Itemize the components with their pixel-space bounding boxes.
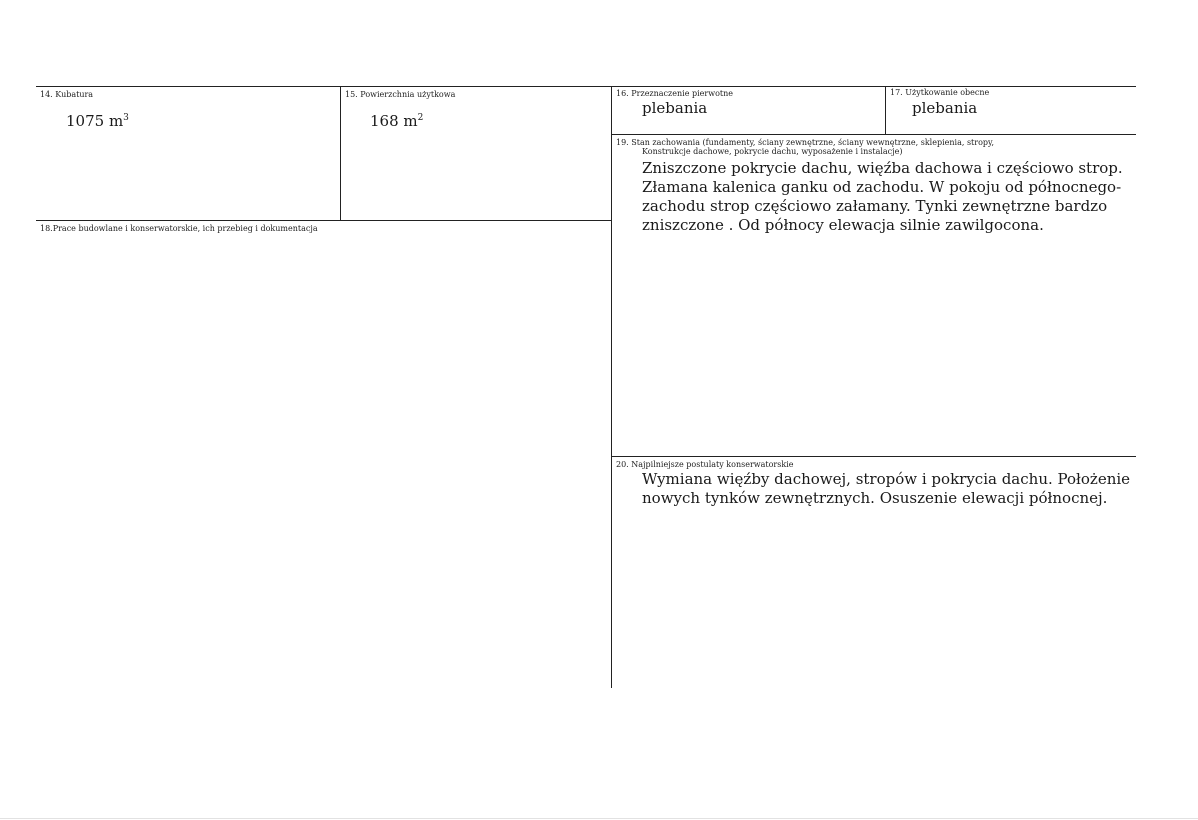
field-20-line: Wymiana więźby dachowej, stropów i pokrycia dachu. Położenie — [642, 470, 1131, 488]
field-15-label: 15. Powierzchnia użytkowa — [345, 90, 456, 99]
field-17-value: plebania — [912, 99, 978, 117]
field-18-label: 18.Prace budowlane i konserwatorskie, ich przebieg i dokumentacja — [40, 224, 318, 233]
field-16-value: plebania — [642, 99, 708, 117]
field-19-line: Zniszczone pokrycie dachu, więźba dachowa i częściowo strop. — [642, 159, 1123, 177]
rule-16-17-bottom — [611, 134, 1136, 135]
field-19-line: zniszczone . Od północy elewacja silnie zawilgocona. — [642, 216, 1044, 234]
rule-18-top — [36, 220, 611, 221]
field-14-unit-sup: 3 — [123, 113, 129, 123]
divider-14-15 — [340, 86, 341, 220]
page-edge — [0, 818, 1198, 819]
field-19-line: Złamana kalenica ganku od zachodu. W pokoju od północnego- — [642, 178, 1122, 196]
field-19-line: zachodu strop częściowo załamany. Tynki zewnętrzne bardzo — [642, 197, 1108, 215]
top-rule — [36, 86, 1136, 87]
divider-main — [611, 86, 612, 688]
field-20-text — [642, 470, 1130, 508]
field-15-unit-sup: 2 — [417, 113, 424, 123]
field-20-label: 20. Najpilniejsze postulaty konserwatorskie — [616, 460, 794, 469]
field-14-label: 14. Kubatura — [40, 90, 94, 99]
rule-20-top — [611, 456, 1136, 457]
divider-16-17 — [885, 86, 886, 134]
field-14-value: 1075 $m^3$ — [66, 112, 129, 130]
field-15-value: 168 $m^2$ — [370, 112, 424, 130]
field-19-text — [642, 159, 1123, 235]
field-20-line: nowych tynków zewnętrznych. Osuszenie elewacji północnej. — [642, 489, 1108, 507]
field-19-label-line1: 19. Stan zachowania (fundamenty, ściany zewnętrzne, ściany wewnętrzne, sklepienia, stropy, — [616, 138, 995, 147]
field-16-label: 16. Przeznaczenie pierwotne — [616, 89, 733, 98]
field-19-label-line2: Konstrukcje dachowe, pokrycie dachu, wyposażenie i instalacje) — [642, 147, 903, 156]
field-17-label: 17. Użytkowanie obecne — [890, 88, 990, 97]
